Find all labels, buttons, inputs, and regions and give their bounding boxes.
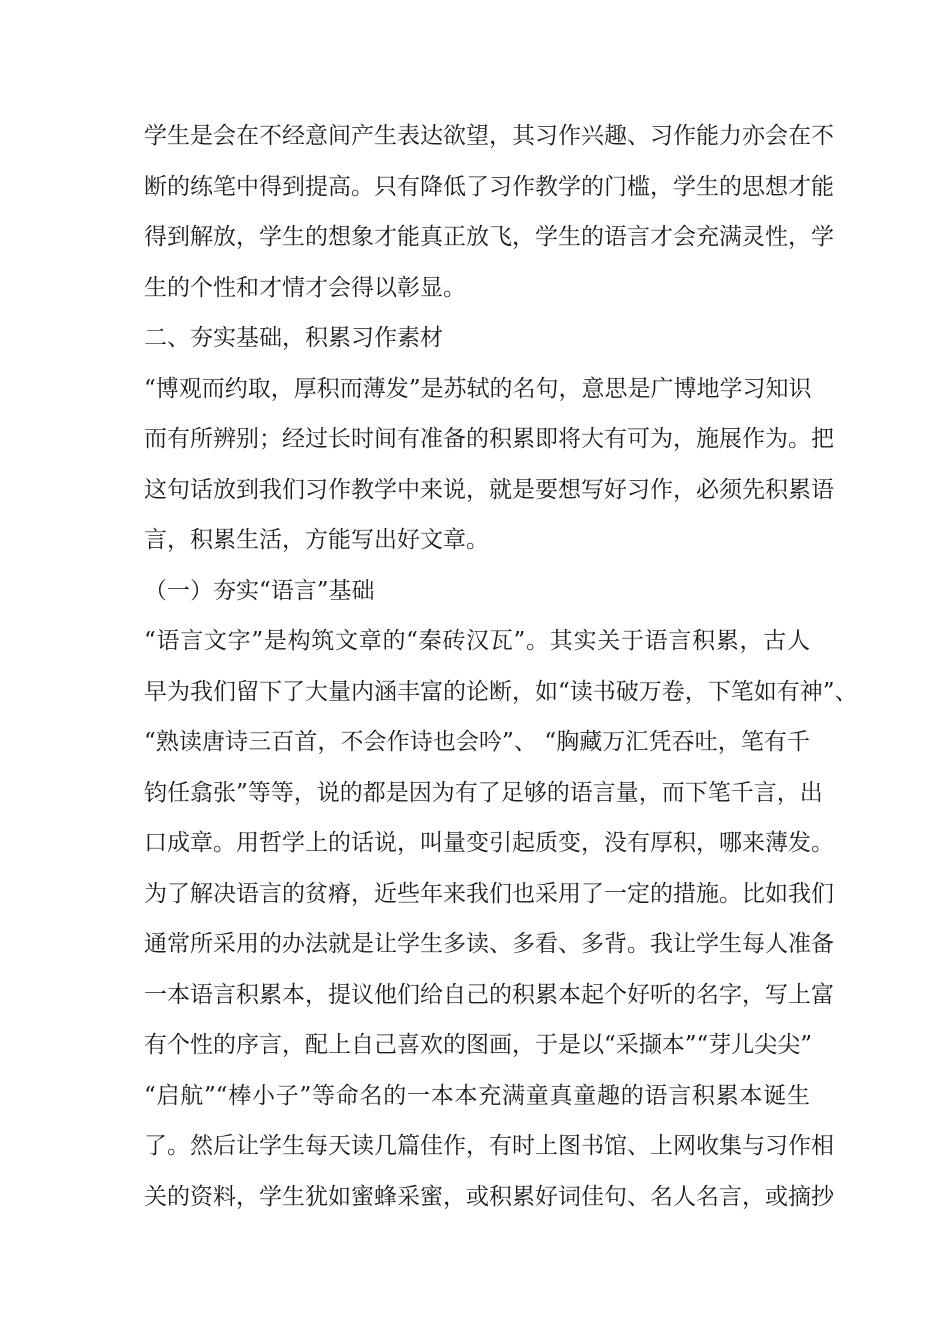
heading-text: （一）夯实“语言”基础 xyxy=(144,577,375,604)
text-line: “博观而约取，厚积而薄发”是苏轼的名句，意思是广博地学习知识 xyxy=(144,375,812,402)
section-heading-2 xyxy=(144,313,810,364)
text-line: 有个性的序言，配上自己喜欢的图画，于是以“采撷本”“芽儿尖尖” xyxy=(144,1032,813,1058)
text-line: 早为我们留下了大量内涵丰富的论断，如“读书破万卷，下笔如有神”、 xyxy=(144,678,858,705)
text-line: 钧任翕张”等等，说的都是因为有了足够的语言量，而下笔千言，出 xyxy=(144,779,823,806)
paragraph-intro-continuation xyxy=(144,111,834,313)
text-line: 通常所采用的办法就是让学生多读、多看、多背。我让学生每人准备 xyxy=(144,931,834,957)
text-line: 关的资料，学生犹如蜜蜂采蜜，或积累好词佳句、名人名言，或摘抄 xyxy=(144,1183,834,1210)
document-page xyxy=(144,111,858,1222)
text-line: 生的个性和才情才会得以彰显。 xyxy=(144,274,466,301)
text-line: “熟读唐诗三百首，不会作诗也会吟”、 “胸藏万汇凭吞吐，笔有千 xyxy=(144,729,810,755)
text-line: 言，积累生活，方能写出好文章。 xyxy=(144,527,489,553)
text-line: “启航”“棒小子”等命名的一本本充满童真童趣的语言积累本诞生 xyxy=(144,1082,810,1109)
subsection-heading-1 xyxy=(144,566,810,617)
heading-text: 二、夯实基础，积累习作素材 xyxy=(144,325,443,351)
text-line: 了。然后让学生每天读几篇佳作，有时上图书馆、上网收集与习作相 xyxy=(144,1133,834,1159)
text-line: 一本语言积累本，提议他们给自己的积累本起个好听的名字，写上富 xyxy=(144,981,834,1008)
text-line: 得到解放，学生的想象才能真正放飞，学生的语言才会充满灵性，学 xyxy=(144,224,834,250)
text-line: 学生是会在不经意间产生表达欲望，其习作兴趣、习作能力亦会在不 xyxy=(144,123,834,149)
text-line: 而有所辨别；经过长时间有准备的积累即将大有可为，施展作为。把 xyxy=(144,426,834,452)
text-line: 断的练笔中得到提高。只有降低了习作教学的门槛，学生的思想才能 xyxy=(144,173,834,200)
paragraph-language-accumulation xyxy=(144,616,858,1222)
text-line: 这句话放到我们习作教学中来说，就是要想写好习作，必须先积累语 xyxy=(144,476,834,503)
text-line: “语言文字”是构筑文章的“秦砖汉瓦”。其实关于语言积累，古人 xyxy=(144,628,810,654)
text-line: 为了解决语言的贫瘠，近些年来我们也采用了一定的措施。比如我们 xyxy=(144,880,834,907)
paragraph-sushi-quote xyxy=(144,364,834,566)
text-line: 口成章。用哲学上的话说，叫量变引起质变，没有厚积，哪来薄发。 xyxy=(144,830,834,856)
